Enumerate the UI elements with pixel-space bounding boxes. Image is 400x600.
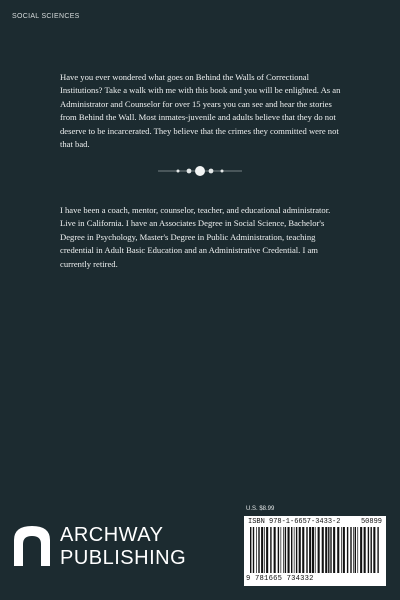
publisher-logo [14,522,194,574]
publisher-name-line2: PUBLISHING [60,547,187,569]
isbn-label [248,518,382,526]
category-label: SOCIAL SCIENCES [12,13,80,20]
barcode-panel [244,516,386,586]
price-label: U.S. $8.99 [246,506,275,512]
barcode [248,527,382,573]
isbn-number: ISBN 978-1-6657-3433-2 [248,518,341,526]
book-blurb: Have you ever wondered what goes on Behind the Walls of Correctional Institutions? Take a walk with me with this book and you will be enlighted. As an Administrator and Counselor for over 15 years you can see and hear the stories from Behind the Wall. Most inmates-juvenile and adults believe that they do not deserve to be incarcerated. They believe that the crimes they committed were not that bad. [60,72,341,150]
price-code: 50899 [360,518,382,526]
author-bio: I have been a coach, mentor, counselor, teacher, and educational administrator. Live in California. I have an Associates Degree in Social Science, Bachelor's Degree in Psychology, Master's Degree in Public Administration, teaching credential in Adult Basic Education and an Administrative Credential. I am currently retired. [60,205,331,269]
ornamental-divider [158,163,242,179]
publisher-name-line1: ARCHWAY [60,524,164,546]
archway-icon [14,526,50,566]
ean-digits: 9 781665 734332 [246,575,314,583]
